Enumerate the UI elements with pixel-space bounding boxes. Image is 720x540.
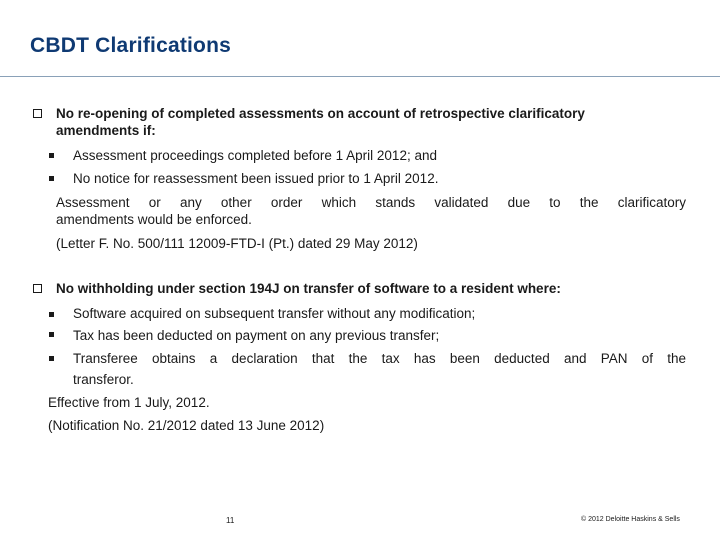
section1-heading-line2: amendments if: [56, 123, 156, 138]
section2-bullet-3: Transferee obtains a declaration that the tax has been deducted and PAN of the [73, 351, 686, 366]
section1-paragraph-line1: Assessment or any other order which stands validated due to the clarificatory [56, 195, 686, 210]
section1-heading [56, 105, 696, 139]
section1-reference: (Letter F. No. 500/111 12009-FTD-I (Pt.) dated 29 May 2012) [56, 236, 418, 251]
checkbox-bullet-icon [33, 109, 42, 118]
square-bullet-icon [49, 312, 54, 317]
copyright-notice: © 2012 Deloitte Haskins & Sells [581, 516, 680, 523]
title-divider [0, 76, 720, 77]
section2-bullet-1: Software acquired on subsequent transfer without any modification; [73, 306, 476, 321]
square-bullet-icon [49, 176, 54, 181]
square-bullet-icon [49, 153, 54, 158]
section1-bullet-2: No notice for reassessment been issued prior to 1 April 2012. [73, 171, 439, 186]
section1-heading-line1: No re-opening of completed assessments on account of retrospective clarificatory [56, 106, 585, 121]
section1-bullet-1: Assessment proceedings completed before 1 April 2012; and [73, 148, 437, 163]
square-bullet-icon [49, 356, 54, 361]
section2-bullet-3-continuation: transferor. [73, 372, 134, 387]
section1-paragraph-line2: amendments would be enforced. [56, 212, 252, 227]
page-title: CBDT Clarifications [30, 34, 231, 57]
section2-bullet-2: Tax has been deducted on payment on any previous transfer; [73, 328, 440, 343]
checkbox-bullet-icon [33, 284, 42, 293]
square-bullet-icon [49, 332, 54, 337]
section2-effective-date: Effective from 1 July, 2012. [48, 395, 210, 410]
section2-heading: No withholding under section 194J on transfer of software to a resident where: [56, 281, 561, 296]
section2-reference: (Notification No. 21/2012 dated 13 June 2012) [48, 418, 325, 433]
page-number: 11 [226, 516, 235, 525]
